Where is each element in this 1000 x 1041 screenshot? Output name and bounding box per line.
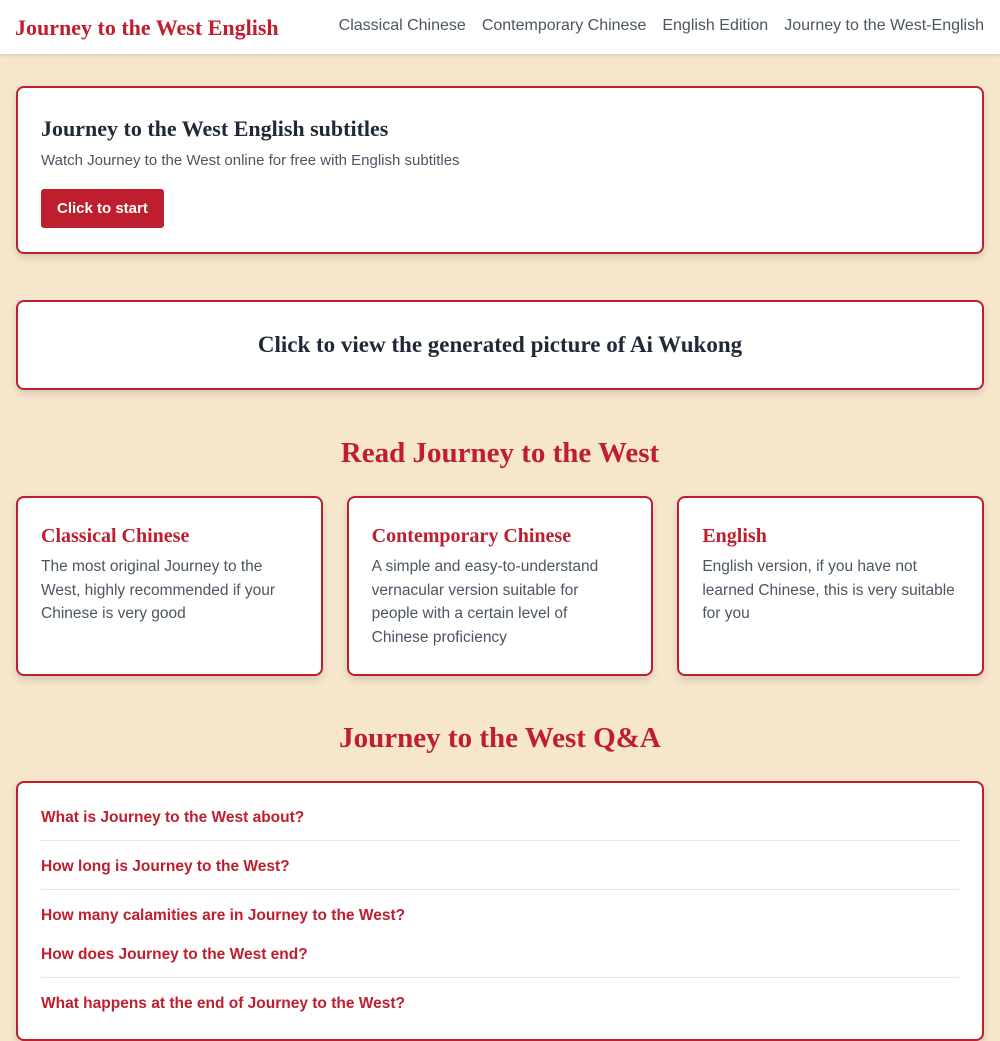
read-card-classical-chinese[interactable]	[16, 496, 323, 676]
ai-wukong-card[interactable]	[16, 300, 984, 390]
nav-link-contemporary-chinese[interactable]: Contemporary Chinese	[481, 16, 647, 34]
nav-link-classical-chinese[interactable]: Classical Chinese	[338, 16, 466, 34]
hero-subtitle: Watch Journey to the West online for free with English subtitles	[41, 152, 460, 169]
start-button[interactable]: Click to start	[41, 189, 164, 228]
qa-divider	[41, 889, 959, 890]
qa-section-title: Journey to the West Q&A	[339, 722, 661, 754]
hero-card	[16, 86, 984, 254]
read-cards-grid	[16, 496, 984, 676]
qa-question[interactable]: How many calamities are in Journey to the West?	[41, 907, 406, 924]
top-navbar	[0, 0, 1000, 54]
nav-links	[339, 17, 984, 35]
qa-question[interactable]: What is Journey to the West about?	[41, 809, 305, 826]
read-card-description: The most original Journey to the West, highly recommended if your Chinese is very good	[41, 558, 276, 622]
qa-card	[16, 781, 984, 1041]
read-card-title: English	[702, 525, 767, 547]
read-card-contemporary-chinese[interactable]	[347, 496, 654, 676]
read-card-english[interactable]	[677, 496, 984, 676]
nav-link-journey-english[interactable]: Journey to the West-English	[784, 16, 984, 34]
read-card-title: Classical Chinese	[41, 525, 190, 547]
read-card-description: A simple and easy-to-understand vernacular version suitable for people with a certain level of Chinese proficiency	[371, 558, 599, 646]
hero-title: Journey to the West English subtitles	[41, 116, 389, 141]
qa-question[interactable]: What happens at the end of Journey to the West?	[41, 995, 405, 1012]
read-section-title: Read Journey to the West	[340, 437, 660, 469]
site-brand-link[interactable]: Journey to the West English	[15, 15, 279, 40]
qa-question[interactable]: How long is Journey to the West?	[41, 858, 290, 875]
read-card-description: English version, if you have not learned Chinese, this is very suitable for you	[702, 558, 955, 622]
read-card-title: Contemporary Chinese	[371, 525, 572, 547]
qa-question[interactable]: How does Journey to the West end?	[41, 946, 308, 963]
qa-divider	[41, 840, 959, 841]
ai-wukong-card-text: Click to view the generated picture of Ai Wukong	[257, 332, 743, 357]
nav-link-english-edition[interactable]: English Edition	[662, 16, 769, 34]
qa-divider	[41, 977, 959, 978]
